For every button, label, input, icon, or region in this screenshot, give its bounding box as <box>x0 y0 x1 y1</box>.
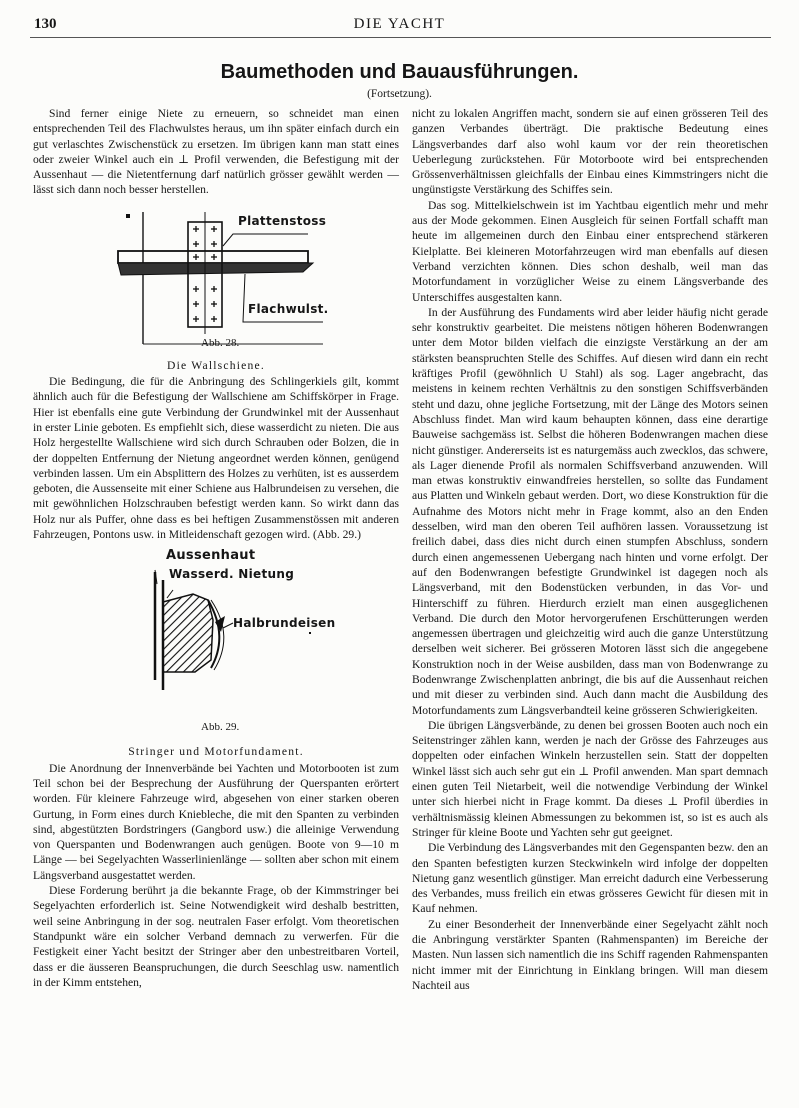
paragraph: Diese Forderung berührt ja die bekannte Frage, ob der Kimmstringer bei Segelyachten erforderlich ist. Seine Notwendigkeit wird deshalb bestritten, weil seine Anbringung in der sog. neutralen Faser erfolgt. Vom theoretischen Standpunkt wäre ein solcher Verband demnach zu verwerfen. Für die Festigkeit einer Yacht besitzt der Stringer aber den unbestreitbaren Vorteil, dass er die äusseren Beanspruchungen, die durch Seeschlag usw. namentlich in der Kimm entstehen, <box>33 884 399 989</box>
figure-29-label-nietung: Wasserd. Nietung <box>169 567 295 582</box>
figure-29-caption: Abb. 29. <box>201 721 240 734</box>
article-title: Baumethoden und Bauausführungen. <box>220 61 579 83</box>
figure-29-label-aussenhaut: Aussenhaut <box>166 548 256 564</box>
section-heading: Stringer und Motorfundament. <box>128 745 304 759</box>
paragraph: In der Ausführung des Fundaments wird aber leider häufig nicht gerade sehr konstruktiv gearbeitet. Die meistens nötigen höheren Bodenwrangen unter dem Motor bilden vielfach die einzigste Verstärkung an der am stärksten beanspruchten Stelle des Schiffes. Auf diesen wird dann ein recht kräftiges Profil (gewöhnlich U Stahl) als sog. Lager angebracht, das meistens in keinem rechten Verhältnis zu den sonstigen Schiffsverbänden steht und dazu, ohne jegliche Fortsetzung, mit der Länge des Motors seinen Abschluss findet. Man wird kaum behaupten können, dass eine derartige Bauweise sachgemäss ist. Selbst die höheren Bodenwrangen machen diese nicht günstiger. Andererseits ist es naturgemäss auch zwecklos, das schwere, als Lager dienende Profil als normalen Schiffsverband anzuwenden. Will man etwas konstruktiv einwandfreies herstellen, so sollte das Fundament aus Platten und Winkeln gebaut werden. Dort, wo diese Konstruktion für die Aufnahme des Motors nicht mehr in Frage kommt, also an den Enden desselben, wird man den oberen Teil aufhören lassen. Voraussetzung ist freilich dabei, dass dies nicht durch einen stumpfen Abschluss, sondern durch einen angemessenen Uebergang nach hinten und vorne erfolgt. Der auf den Bodenwrangen befestigte Grundwinkel ist dagegen noch als Längsverband, mit den Bodenstücken verbunden, in das Vor- und Hinterschiff zu führen. Hierdurch erzielt man einen ausgeglichenen Verband. Die durch den Motor hervorgerufenen Erschütterungen werden angemessen übertragen und gleichzeitig wird auch die ganze Unterstützung derselben weit sicherer. Bei grösseren Motoren lässt sich die angegebene Konstruktion noch in der Weise ausbilden, dass man von Bodenwrange zu Bodenwrange Zwischenplatten anbringt, die bis auf die Aussenhaut reichen und mit dieser zu verbinden sind. Auch dann macht die Ausbildung des Motorfundaments zum Längsverbandteil keine grösseren Schwierigkeiten. <box>412 305 768 717</box>
figure-29-label-halbrundeisen: Halbrundeisen <box>233 616 336 631</box>
figure-28-caption: Abb. 28. <box>201 336 240 349</box>
paragraph: nicht zu lokalen Angriffen macht, sondern sie auf einen grösseren Teil des ganzen Verbandes überträgt. Die praktische Bedeutung eines Längsverbandes darf also wohl kaum vor der rein theoretischen Ueberlegung zurückstehen. Für Motorboote wird bei entsprechenden Grössenverhältnissen gleichfalls der Einbau eines Kimmstringers nicht die ungünstigste Verstärkung des Schiffes sein. <box>412 107 768 197</box>
paragraph: Die Verbindung des Längsverbandes mit den Gegenspanten bezw. den an den Spanten befestigten kurzen Steckwinkeln wird infolge der doppelten Nietung ganz wesentlich günstiger. Man erreicht dadurch eine Verbesserung des Verbandes, muss freilich ein etwas grösseres Gewicht für diesen mit in Kauf nehmen. <box>412 841 768 916</box>
figure-28 <box>33 204 399 354</box>
right-column <box>412 106 768 993</box>
article-subtitle: (Fortsetzung). <box>367 88 432 100</box>
paragraph: Die übrigen Längsverbände, zu denen bei grossen Booten auch noch ein Seitenstringer zählen kann, werden je nach der Grösse des Fahrzeuges aus doppelten oder einfachen Winkeln herzustellen sein. Statt der doppelten Winkel lässt sich auch sehr gut ein ⊥ Profil anwenden. Man spart demnach einen guten Teil Nietarbeit, weil die notwendige Verbindung der Winkel unter sich hierbei nicht in Frage kommt. Da dieses ⊥ Profil überdies in verhältnismässig kleinen Abmessungen zu bekommen ist, so ist es auch als Stringer für kleine Boote und Yachten sehr gut geeignet. <box>412 718 768 839</box>
figure-28-label-flachwulst: Flachwulst. <box>248 301 329 316</box>
paragraph: Das sog. Mittelkielschwein ist im Yachtbau eigentlich mehr und mehr aus der Mode gekommen. Einen Ausgleich für seinen Fortfall schafft man heute im allgemeinen durch den Einbau einer entsprechend stärkeren Kielplatte. Bei kleineren Motorfahrzeugen wird man ebenfalls auf diesen Verband verzichten können. Dies schon deshalb, weil man das Motorfundament in vorzüglicher Weise zu einem Längsverbande des Unterschiffes ausgestalten kann. <box>412 198 768 304</box>
paragraph: Zu einer Besonderheit der Innenverbände einer Segelyacht zählt noch die Anbringung verstärkter Spanten (Rahmenspanten) im Bereiche der Masten. Nun lassen sich namentlich die ins Schiff ragenden Rahmenspanten nicht immer mit der Einrichtung in Einklang bringen. Will man diesem Nachteil aus <box>412 917 768 992</box>
running-title: DIE YACHT <box>353 16 446 32</box>
page-number: 130 <box>34 16 57 32</box>
figure-28-label-plattenstoss: Plattenstoss <box>238 213 327 228</box>
paragraph: Die Bedingung, die für die Anbringung des Schlingerkiels gilt, kommt ähnlich auch für die Befestigung der Wallschiene am Schiffskörper in Frage. Hier ist ebenfalls eine gute Verbindung der Grundwinkel mit der Aussenhaut in erster Linie geboten. Es empfiehlt sich, diese wasserdicht zu nieten. Die aus Holz hergestellte Wallschiene wird sich durch Schrauben oder Bolzen, die in der doppelten Entfernung der Nietung angeordnet werden können, genügend verbinden lassen. Um ein Absplittern des Holzes zu verhüten, ist es ausserdem geboten, die Aussenseite mit einer Schiene aus Halbrundeisen zu versehen, die mit gewöhnlichen Holzschrauben befestigt werden kann. So wirkt dann das Holz nur als Puffer, ohne dass es bei heftigen Zusammenstössen mit anderen Fahrzeugen, Pontons usw. in Mitleidenschaft gezogen wird. (Abb. 29.) <box>33 375 399 542</box>
figure-28-drawing <box>33 204 399 354</box>
left-column <box>33 106 399 990</box>
paragraph: Die Anordnung der Innenverbände bei Yachten und Motorbooten ist zum Teil schon bei der Besprechung der Ausführung der Querspanten erörtert worden. Für kleinere Fahrzeuge wird, abgesehen von einer starken oberen Gurtung, in Form eines durch Kniebleche, die mit den Spanten zu verbinden sind, abgestützten Bordstringers (Gangbord usw.) die alleinige Verwendung von Querspanten und Bodenwrangen auch genügen. Boote von 9—10 m Länge — bei Segelyachten Wasserlinienlänge — sollten aber schon mit einem Längsverband ausgestattet werden. <box>33 761 399 882</box>
paragraph: Sind ferner einige Niete zu erneuern, so schneidet man einen entsprechenden Teil des Flachwulstes heraus, um ihn später einfach durch ein gut verlaschtes Zwischenstück zu ersetzen. Im übrigen kann man statt eines oder zweier Winkel auch ein ⊥ Profil verwenden, die Befestigung mit der Aussenhaut — die Nietentfernung darf natürlich grösser gewählt werden — lässt sich dann noch besser herstellen. <box>33 107 399 197</box>
header-rule <box>30 37 771 38</box>
section-heading: Die Wallschiene. <box>167 358 265 372</box>
figure-29 <box>33 550 399 740</box>
